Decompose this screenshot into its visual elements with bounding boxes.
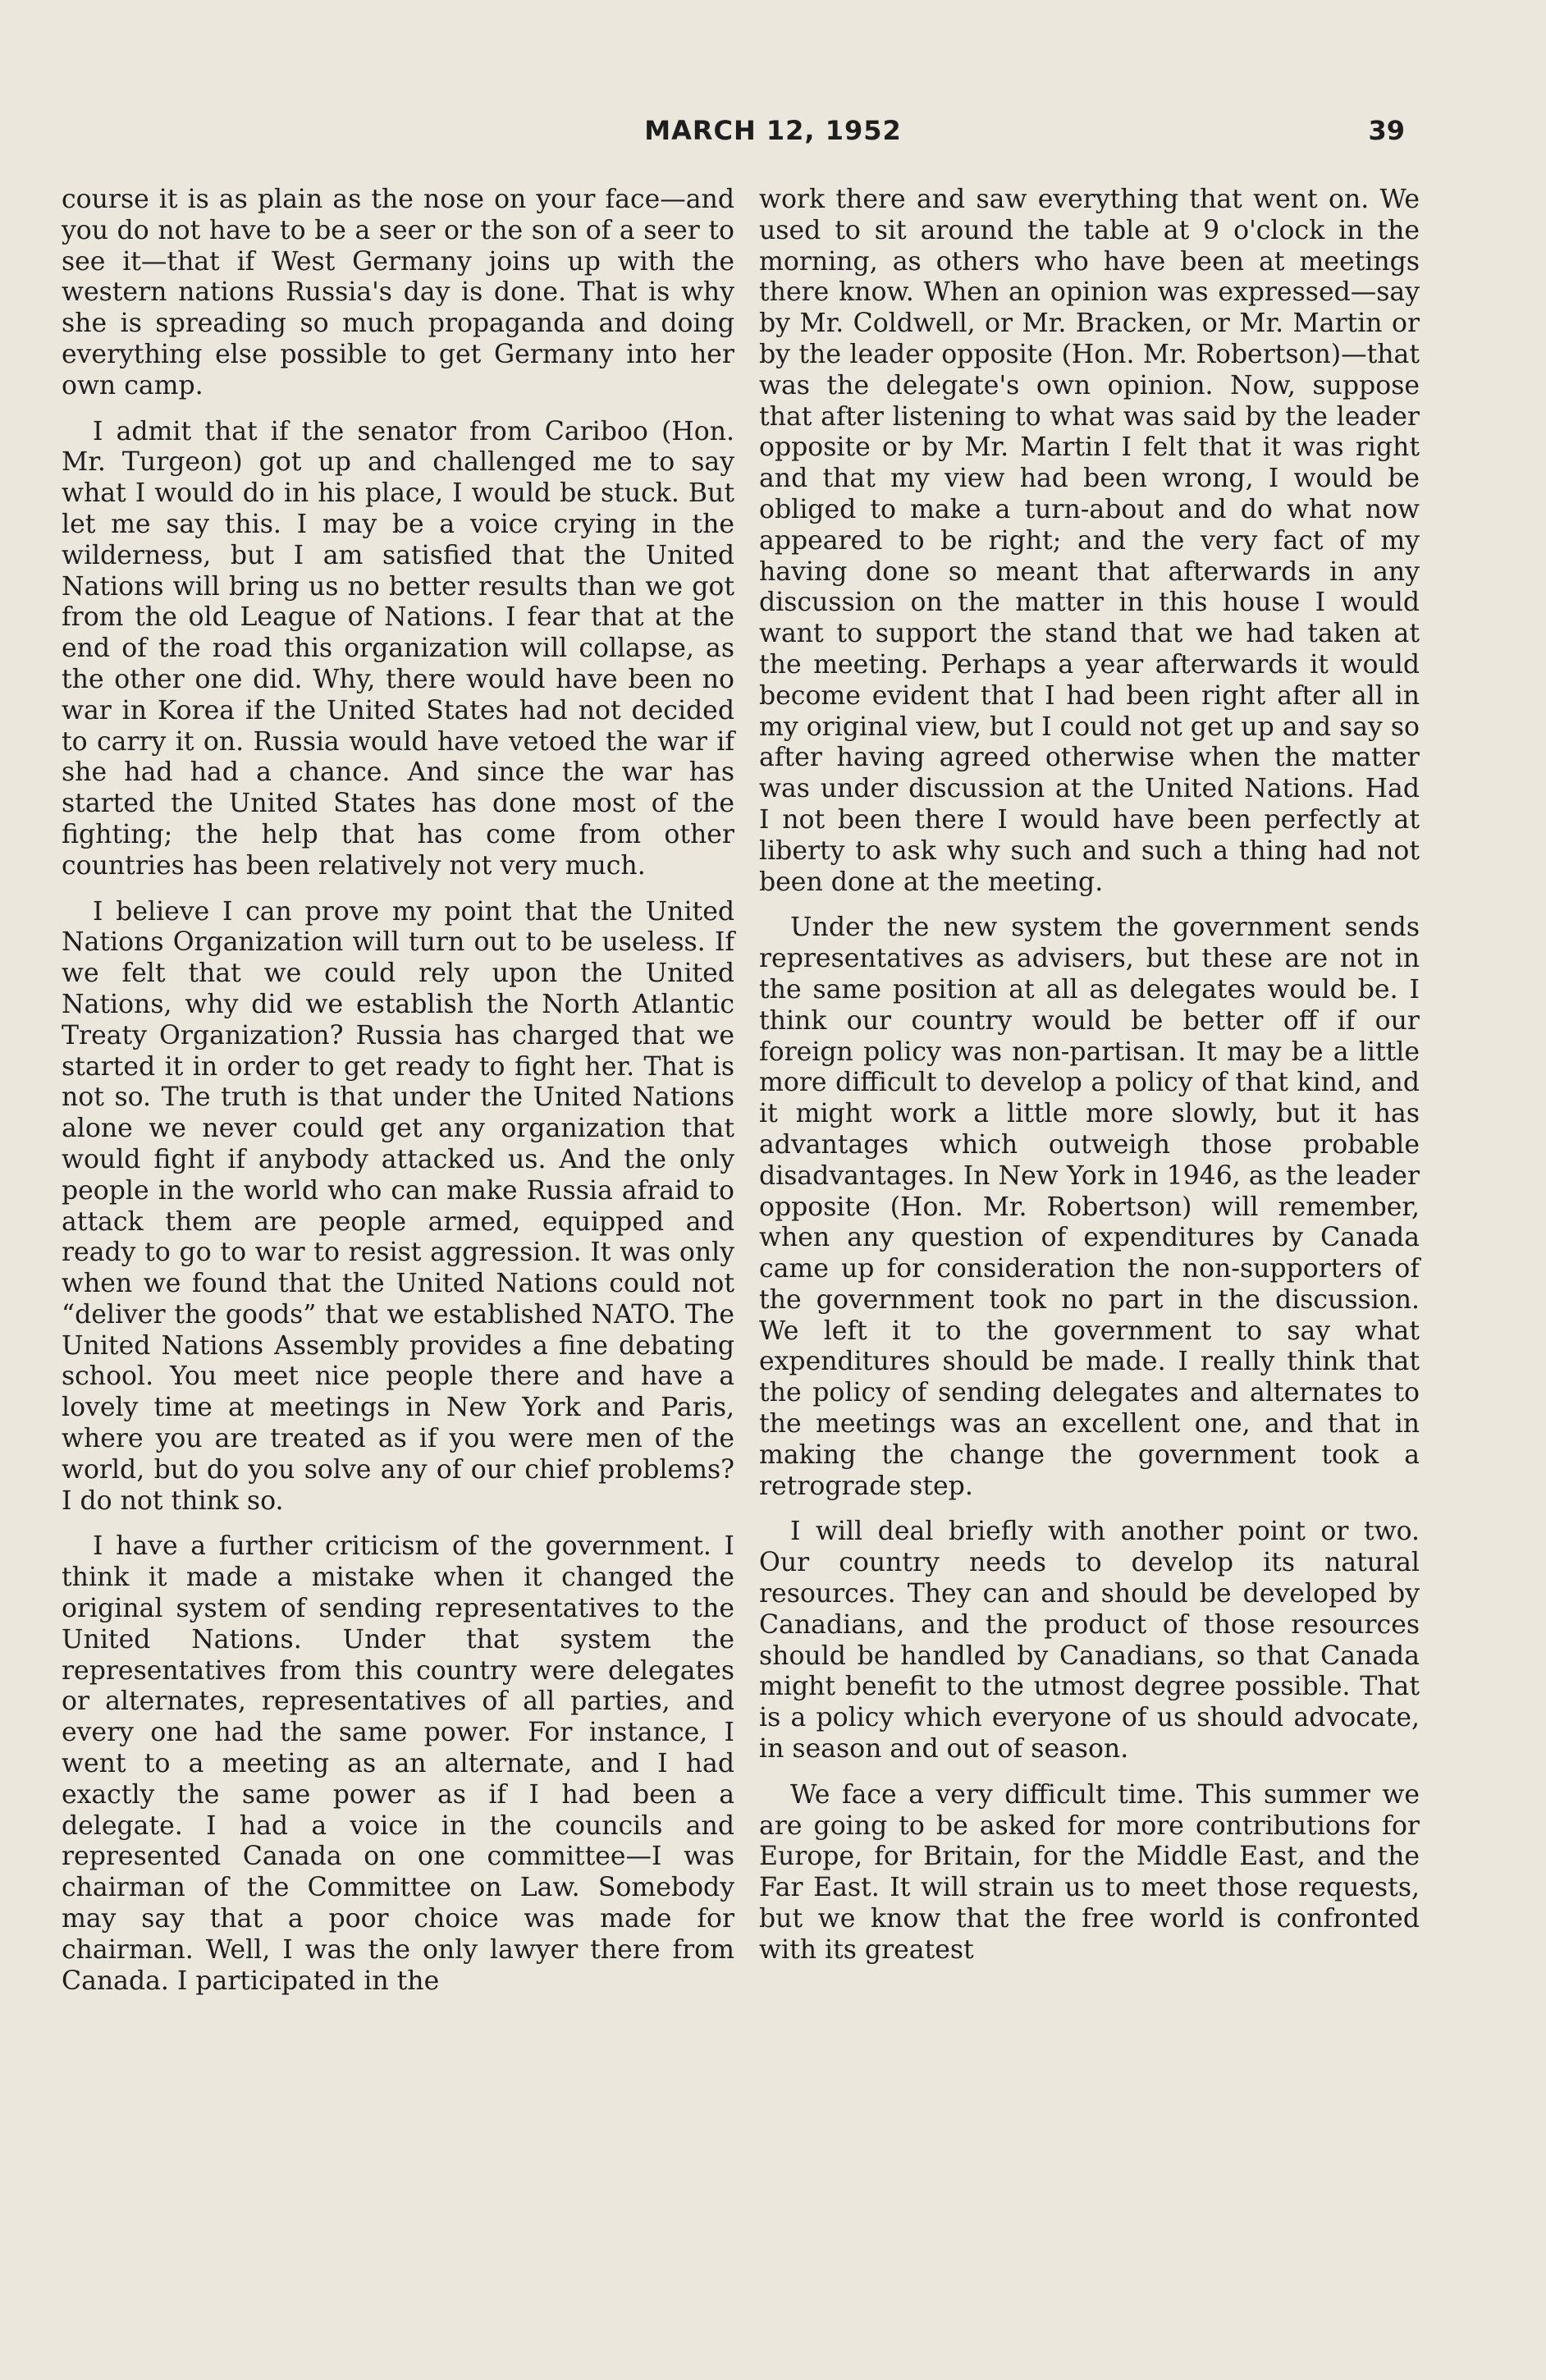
paragraph: I have a further criticism of the government. I think it made a mistake when it changed the original system of sending representatives to the United Nations. Under that system the representatives from this country were delegates or alternates, representatives of all parties, and every one had the same power. For instance, I went to a meeting as an alternate, and I had exactly the same power as if I had been a delegate. I had a voice in the councils and represented Canada on one committee—I was chairman of the Committee on Law. Somebody may say that a poor choice was made for chairman. Well, I was the only lawyer there from Canada. I participated in the	[62, 1531, 734, 1996]
page-number: 39	[1368, 115, 1405, 146]
paragraph: I will deal briefly with another point or two. Our country needs to develop its natural resources. They can and should be developed by Canadians, and the product of those resources should be handled by Canadians, so that Canada might benefit to the utmost degree possible. That is a policy which everyone of us should advocate, in season and out of season.	[759, 1517, 1420, 1764]
paragraph: course it is as plain as the nose on your face—and you do not have to be a seer or the son of a seer to see it—that if West Germany joins up with the western nations Russia's day is done. That is why she is spreading so much propaganda and doing everything else possible to get Germany into her own camp.	[62, 185, 734, 400]
paragraph: Under the new system the government sends representatives as advisers, but these are not in the same position at all as delegates would be. I think our country would be better off if our foreign policy was non-partisan. It may be a little more difficult to develop a policy of that kind, and it might work a little more slowly, but it has advantages which outweigh those probable disadvantages. In New York in 1946, as the leader opposite (Hon. Mr. Robertson) will remember, when any question of expenditures by Canada came up for consideration the non-supporters of the government took no part in the discussion. We left it to the government to say what expenditures should be made. I really think that the policy of sending delegates and alternates to the meetings was an excellent one, and that in making the change the government took a retrograde step.	[759, 913, 1420, 1501]
right-column	[759, 185, 1420, 1981]
left-column	[62, 185, 734, 2012]
page-header-date: MARCH 12, 1952	[644, 115, 902, 146]
paragraph: I believe I can prove my point that the United Nations Organization will turn out to be useless. If we felt that we could rely upon the United Nations, why did we establish the North Atlantic Treaty Organization? Russia has charged that we started it in order to get ready to fight her. That is not so. The truth is that under the United Nations alone we never could get any organization that would fight if anybody attacked us. And the only people in the world who can make Russia afraid to attack them are people armed, equipped and ready to go to war to resist aggression. It was only when we found that the United Nations could not “deliver the goods” that we established NATO. The United Nations Assembly provides a fine debating school. You meet nice people there and have a lovely time at meetings in New York and Paris, where you are treated as if you were men of the world, but do you solve any of our chief problems? I do not think so.	[62, 896, 734, 1516]
paragraph: work there and saw everything that went on. We used to sit around the table at 9 o'clock in the morning, as others who have been at meetings there know. When an opinion was expressed—say by Mr. Coldwell, or Mr. Bracken, or Mr. Martin or by the leader opposite (Hon. Mr. Robertson)—that was the delegate's own opinion. Now, suppose that after listening to what was said by the leader opposite or by Mr. Martin I felt that it was right and that my view had been wrong, I would be obliged to make a turn-about and do what now appeared to be right; and the very fact of my having done so meant that afterwards in any discussion on the matter in this house I would want to support the stand that we had taken at the meeting. Perhaps a year afterwards it would become evident that I had been right after all in my original view, but I could not get up and say so after having agreed otherwise when the matter was under discussion at the United Nations. Had I not been there I would have been perfectly at liberty to ask why such and such a thing had not been done at the meeting.	[759, 185, 1420, 897]
paragraph: We face a very difficult time. This summer we are going to be asked for more contributions for Europe, for Britain, for the Middle East, and the Far East. It will strain us to meet those requests, but we know that the free world is confronted with its greatest	[759, 1779, 1420, 1965]
paragraph: I admit that if the senator from Cariboo (Hon. Mr. Turgeon) got up and challenged me to say what I would do in his place, I would be stuck. But let me say this. I may be a voice crying in the wilderness, but I am satisfied that the United Nations will bring us no better results than we got from the old League of Nations. I fear that at the end of the road this organization will collapse, as the other one did. Why, there would have been no war in Korea if the United States had not decided to carry it on. Russia would have vetoed the war if she had had a chance. And since the war has started the United States has done most of the fighting; the help that has come from other countries has been relatively not very much.	[62, 416, 734, 881]
